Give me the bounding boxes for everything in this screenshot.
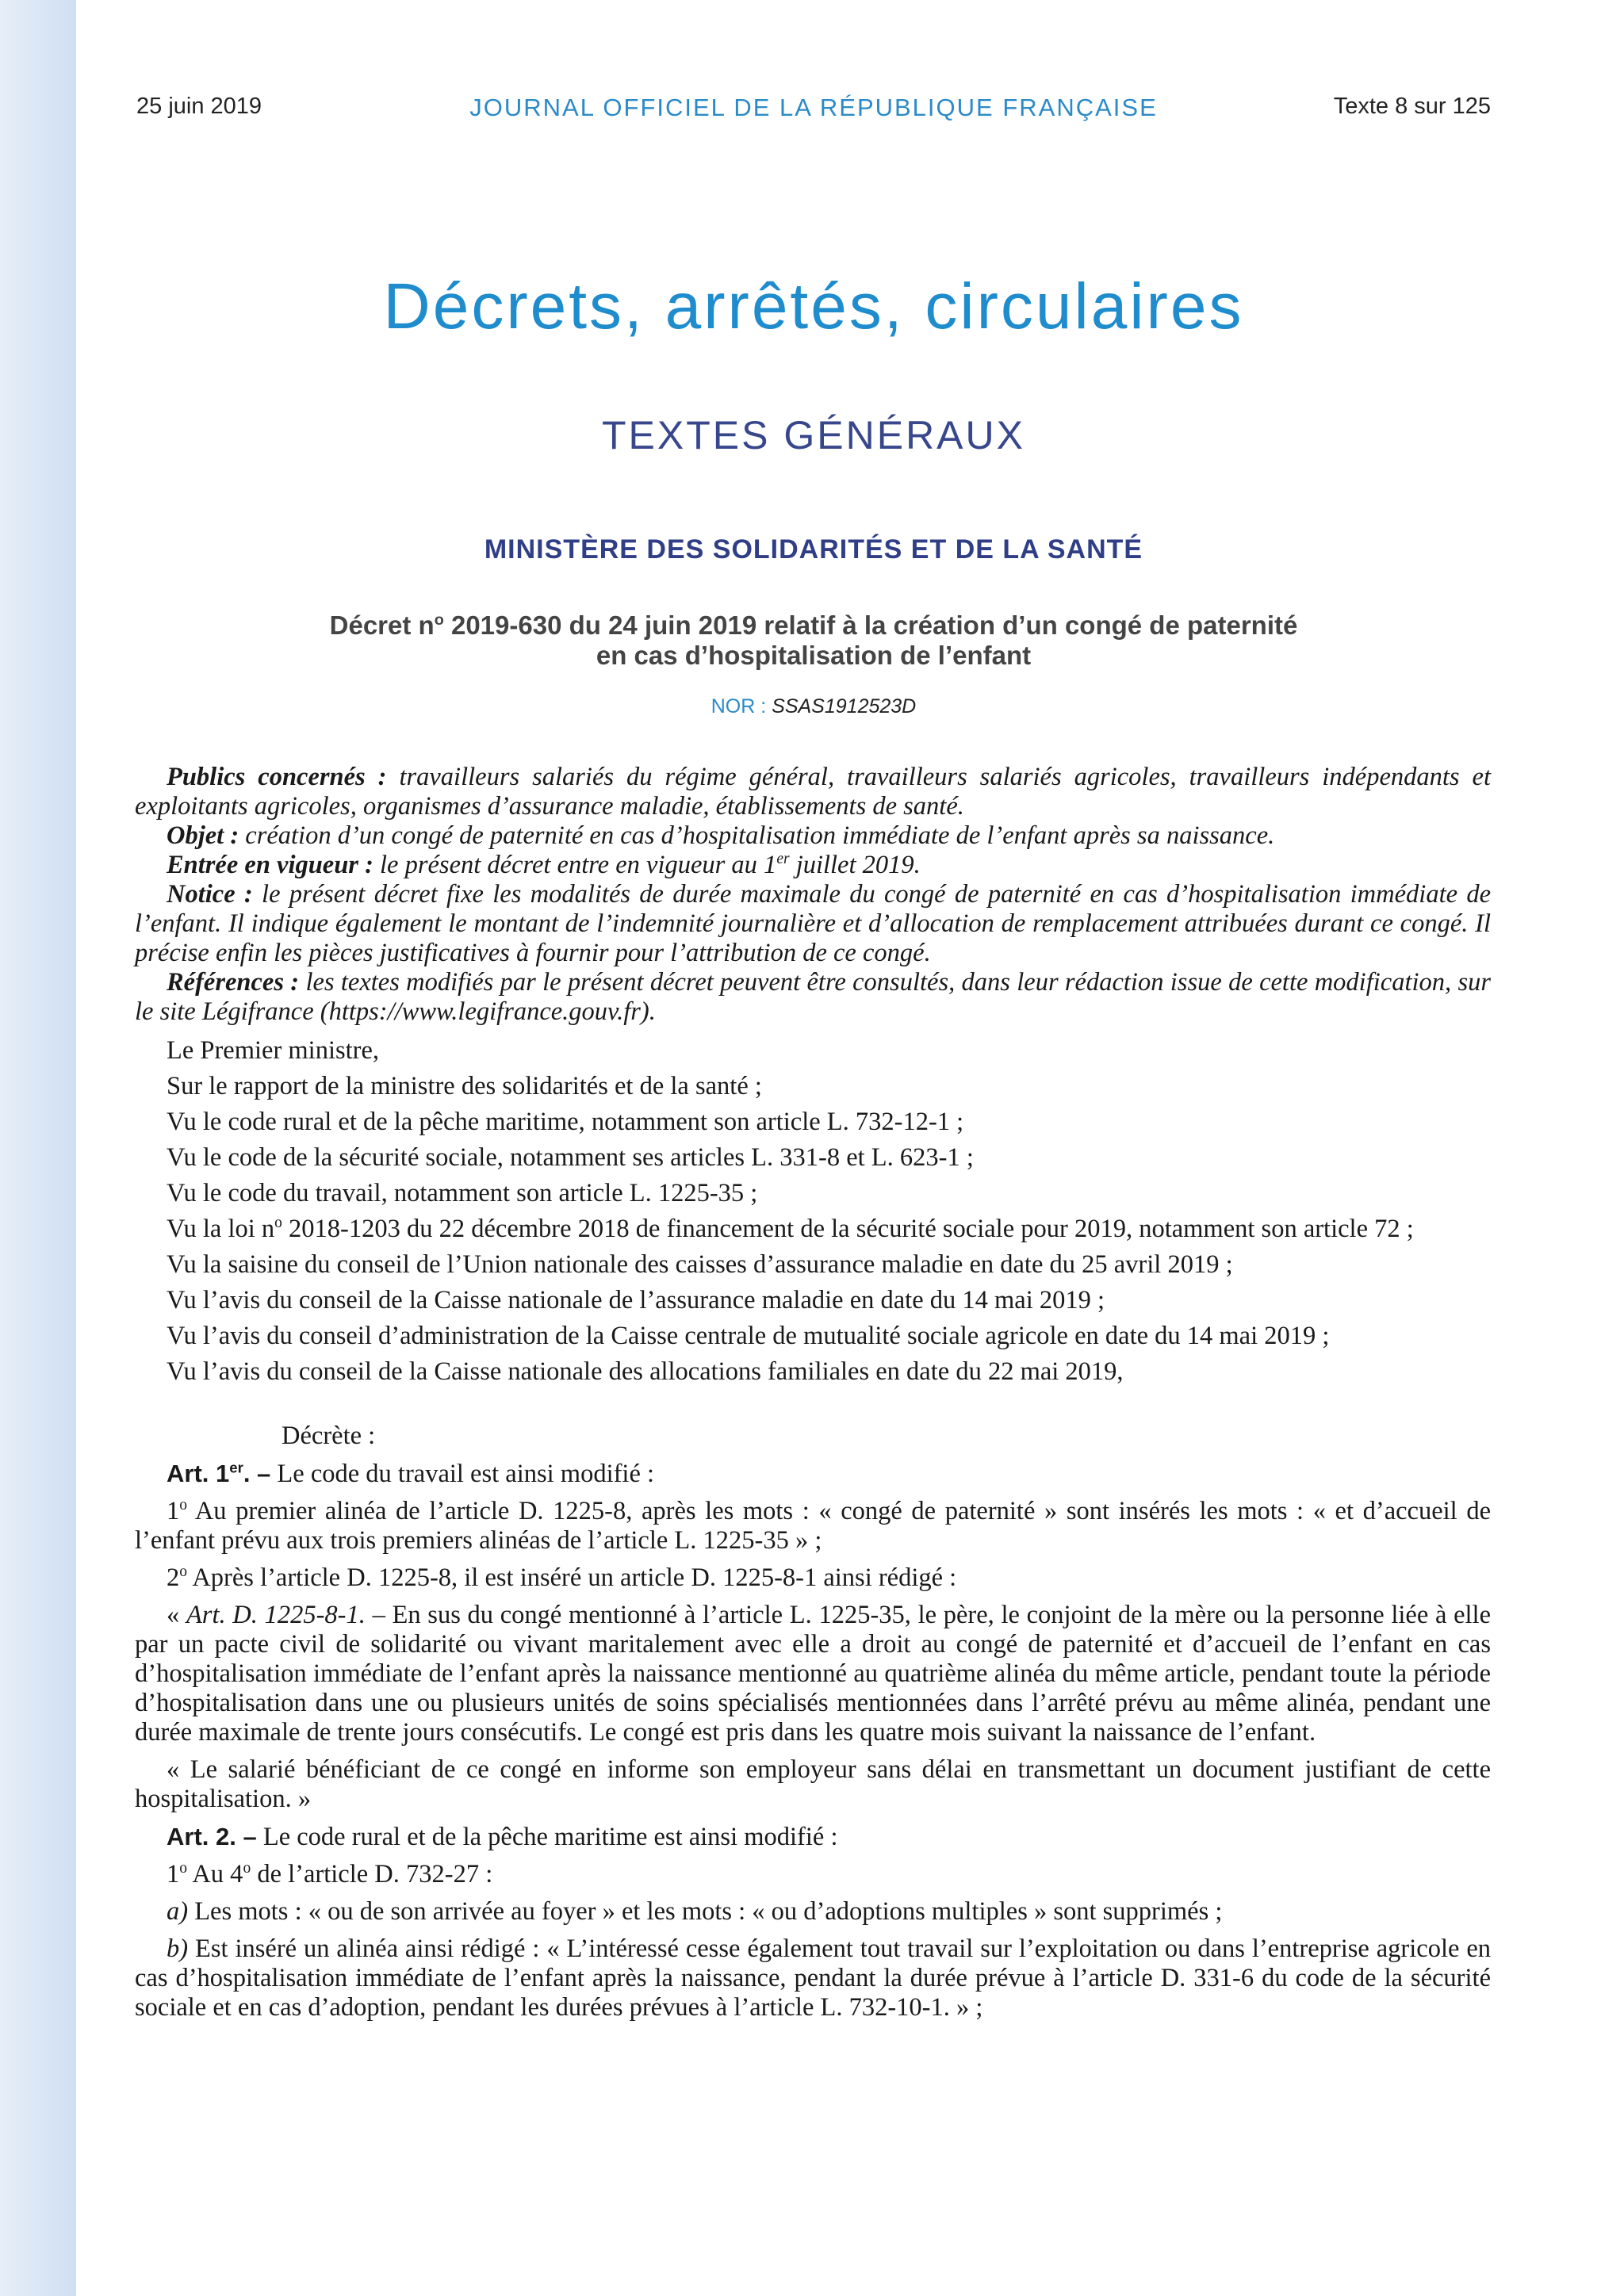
journal-name: JOURNAL OFFICIEL DE LA RÉPUBLIQUE FRANÇAISE [469, 94, 1158, 121]
decrete-heading: Décrète : [282, 1422, 376, 1450]
visa-loi-financement: Vu la loi $n^o$ 2018-1203 du 22 décembre 2018 de financement de la sécurité sociale pour 2019, notamment son article 72 ; [167, 1215, 1414, 1243]
article-2-heading: Art. 2. – Le code rural et de la pêche maritime est ainsi modifié : [167, 1823, 838, 1851]
article-1 [135, 1459, 1491, 1814]
decree-title-line1: Décret $n^o$ 2019-630 du 24 juin 2019 relatif à la création d’un congé de paternité [329, 610, 1298, 640]
article-2-label: Art. 2. – [167, 1823, 257, 1850]
visa-saisine-uncam: Vu la saisine du conseil de l’Union nationale des caisses d’assurance maladie en date du 25 avril 2019 ; [167, 1250, 1233, 1279]
article-1-item-1: 1$^o$ Au premier alinéa de l’article D. 1225-8, après les mots : « congé de paternité » sont insérés les mots : « et d’accueil de l’enfant prévu aux trois premiers alinéas de l’article L. 1225-35 » ; [135, 1497, 1491, 1555]
decree-title [136, 610, 1491, 671]
article-1-inserted-article: « Art. D. 1225-8-1. – En sus du congé mentionné à l’article L. 1225-35, le père, le conjoint de la mère ou la personne liée à elle par un pacte civil de solidarité ou vivant maritalement avec elle a droit au congé de paternité et d’accueil de l’enfant en cas d’hospitalisation immédiate de l’enfant après la naissance mentionné au quatrième alinéa du même article, pendant toute la période d’hospitalisation dans une ou plusieurs unités de soins spécialisés mentionnées dans l’arrêté prévu au même alinéa, pendant une durée maximale de trente jours consécutifs. Le congé est pris dans les quatre mois suivant la naissance de l’enfant. [135, 1601, 1492, 1747]
visa-code-securite-sociale: Vu le code de la sécurité sociale, notamment ses articles L. 331-8 et L. 623-1 ; [167, 1143, 974, 1172]
visa-rapport: Sur le rapport de la ministre des solidarités et de la santé ; [167, 1072, 762, 1100]
ministry-name: MINISTÈRE DES SOLIDARITÉS ET DE LA SANTÉ [484, 534, 1143, 564]
summary-notice: Notice : le présent décret fixe les modalités de durée maximale du congé de paternité en cas d’hospitalisation immédiate de l’enfant. Il indique également le montant de l’indemnité journalière et d’allocation de remplacement attribuées durant ce congé. Il précise enfin les pièces justificatives à fournir pour l’attribution de ce congé. [135, 880, 1491, 967]
article-2-item-b: b) Est inséré un alinéa ainsi rédigé : « L’intéressé cesse également tout travail sur l’exploitation ou dans l’entreprise agricole en cas d’hospitalisation immédiate de l’enfant après la naissance, pendant la durée prévue à l’article D. 331-6 du code de la sécurité sociale et en cas d’adoption, pendant les durées prévues à l’article L. 732-10-1. » ; [135, 1934, 1491, 2022]
page-margin-strip [0, 0, 76, 2296]
nor-code: SSAS1912523D [772, 695, 917, 718]
summary-publics: Publics concernés : travailleurs salariés du régime général, travailleurs salariés agricoles, travailleurs indépendants et exploitants agricoles, organismes d’assurance maladie, établissements de santé. [135, 763, 1491, 821]
visas-section [135, 1036, 1491, 1387]
article-1-label: Art. 1er. – [167, 1459, 271, 1487]
article-2-item-a: a) Les mots : « ou de son arrivée au foyer » et les mots : « ou d’adoptions multiples » sont supprimés ; [167, 1897, 1223, 1926]
visa-code-rural: Vu le code rural et de la pêche maritime, notamment son article L. 732-12-1 ; [167, 1108, 964, 1136]
summary-objet: Objet : création d’un congé de paternité en cas d’hospitalisation immédiate de l’enfant après sa naissance. [167, 821, 1275, 850]
document-body [135, 763, 1491, 2030]
summary-entree: Entrée en vigueur : le présent décret entre en vigueur au 1er juillet 2019. [167, 851, 921, 879]
page-header [136, 94, 1491, 125]
visa-premier-ministre: Le Premier ministre, [167, 1036, 380, 1065]
article-2-item-1: 1$^o$ Au 4$^o$ de l’article D. 732-27 : [167, 1860, 493, 1888]
summary-references: Références : les textes modifiés par le présent décret peuvent être consultés, dans leur rédaction issue de cette modification, sur le site Légifrance (https://www.legifrance.gouv.fr). [135, 968, 1491, 1026]
nor-reference: NOR : SSAS1912523D [710, 695, 917, 718]
article-1-heading: Art. 1er. – Le code du travail est ainsi modifié : [167, 1459, 655, 1488]
article-1-item-2: 2$^o$ Après l’article D. 1225-8, il est inséré un article D. 1225-8-1 ainsi rédigé : [167, 1563, 957, 1592]
section-title: Décrets, arrêtés, circulaires [383, 270, 1244, 342]
article-2 [135, 1822, 1491, 2022]
visa-avis-ccmsa: Vu l’avis du conseil d’administration de la Caisse centrale de mutualité sociale agricole en date du 14 mai 2019 ; [167, 1322, 1330, 1350]
publication-date: 25 juin 2019 [136, 94, 262, 119]
decree-title-line2: en cas d’hospitalisation de l’enfant [596, 641, 1032, 670]
visa-avis-cnam: Vu l’avis du conseil de la Caisse nationale de l’assurance maladie en date du 14 mai 2019 ; [167, 1286, 1105, 1314]
article-1-inserted-paragraph: « Le salarié bénéficiant de ce congé en informe son employeur sans délai en transmettant un document justifiant de cette hospitalisation. » [135, 1755, 1491, 1813]
subsection-title: TEXTES GÉNÉRAUX [602, 413, 1025, 457]
decree-summary [135, 763, 1491, 1027]
visa-code-travail: Vu le code du travail, notamment son article L. 1225-35 ; [167, 1179, 758, 1207]
visa-avis-cnaf: Vu l’avis du conseil de la Caisse nationale des allocations familiales en date du 22 mai 2019, [167, 1357, 1124, 1386]
text-number: Texte 8 sur 125 [1333, 94, 1491, 119]
